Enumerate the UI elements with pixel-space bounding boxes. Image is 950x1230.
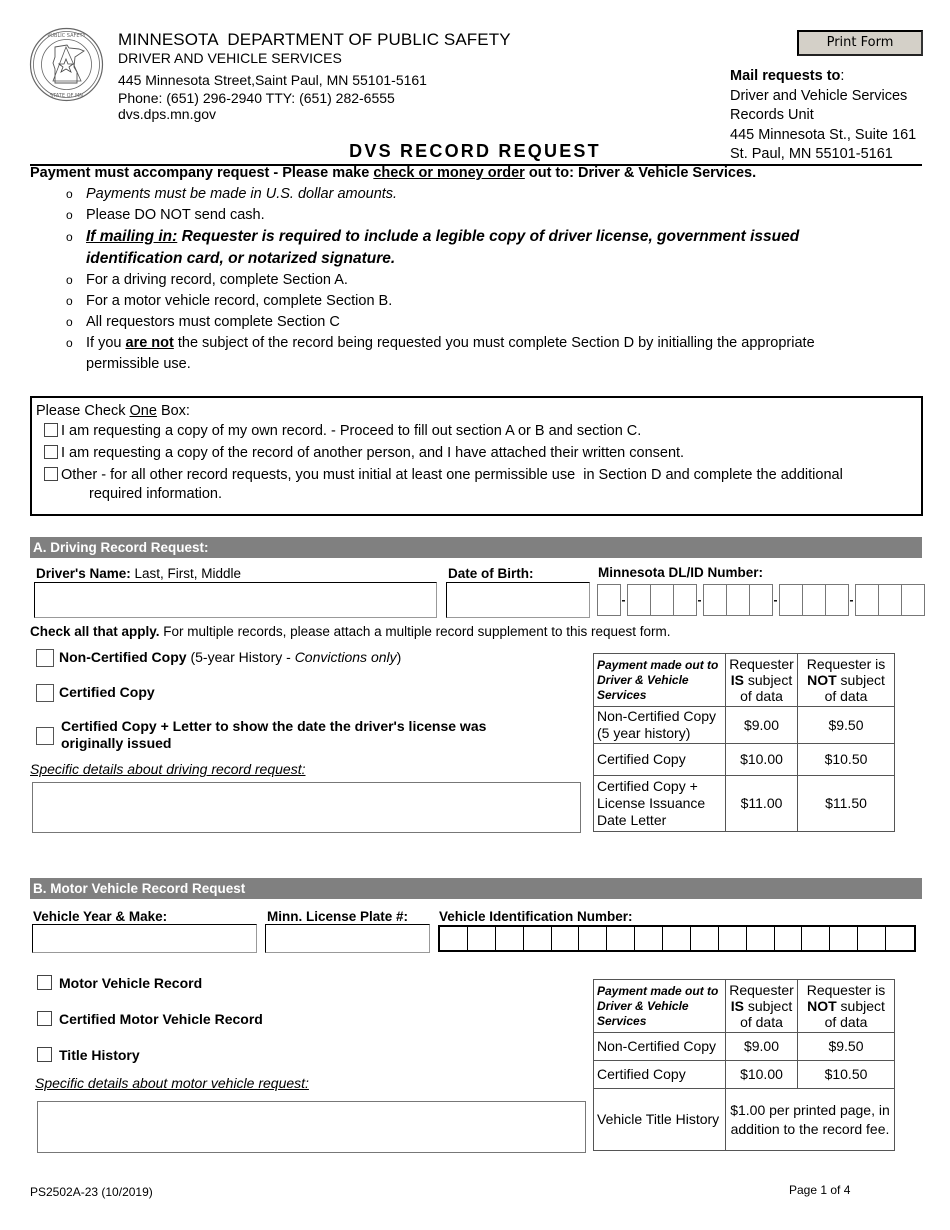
document-title: DVS RECORD REQUEST bbox=[349, 141, 601, 161]
list-item: o For a driving record, complete Section A. bbox=[66, 272, 348, 288]
vin-char-box[interactable] bbox=[719, 927, 747, 951]
other-checkbox[interactable] bbox=[44, 467, 58, 481]
form-id: PS2502A-23 (10/2019) bbox=[30, 1185, 153, 1199]
driver-name-input[interactable] bbox=[34, 582, 437, 618]
mail-line: 445 Minnesota St., Suite 161 bbox=[730, 126, 917, 143]
vin-char-box[interactable] bbox=[886, 927, 914, 951]
own-record-checkbox[interactable] bbox=[44, 423, 58, 437]
vin-char-box[interactable] bbox=[830, 927, 858, 951]
dl-digit-box[interactable] bbox=[878, 584, 902, 616]
org-address: 445 Minnesota Street,Saint Paul, MN 55101-5161 bbox=[118, 72, 427, 88]
certified-motor-vehicle-record-checkbox[interactable] bbox=[37, 1011, 52, 1026]
vin-char-box[interactable] bbox=[607, 927, 635, 951]
table-row: Certified Copy $10.00 $10.50 bbox=[594, 744, 895, 776]
vin-input[interactable] bbox=[438, 925, 916, 952]
dl-digit-box[interactable] bbox=[726, 584, 750, 616]
mail-to-block: Mail requests to: Driver and Vehicle Services Records Unit 445 Minnesota St., Suite 161 St. Paul, MN 55101-5161 bbox=[730, 67, 916, 165]
driving-fee-table bbox=[593, 653, 895, 832]
list-item: o For a motor vehicle record, complete Section B. bbox=[66, 293, 393, 309]
list-item: o If you are not the subject of the record being requested you must complete Section D by initialling the appropriate permissible use. bbox=[66, 335, 815, 372]
non-certified-copy-checkbox[interactable] bbox=[36, 649, 54, 667]
driver-name-label: Driver's Name: Last, First, Middle bbox=[36, 566, 242, 581]
vin-char-box[interactable] bbox=[635, 927, 663, 951]
dl-digit-box[interactable] bbox=[627, 584, 651, 616]
payment-bullet-list bbox=[66, 184, 886, 375]
list-item: o If mailing in: Requester is required to include a legible copy of driver license, government issued identification card, or notarized signature. bbox=[66, 228, 800, 267]
dl-digit-box[interactable] bbox=[855, 584, 879, 616]
dob-label: Date of Birth: bbox=[448, 566, 534, 581]
svg-text:PUBLIC SAFETY: PUBLIC SAFETY bbox=[47, 33, 86, 39]
table-row: Non-Certified Copy (5 year history) $9.00 $9.50 bbox=[594, 707, 895, 744]
another-person-checkbox[interactable] bbox=[44, 445, 58, 459]
option-motor-vehicle-record: Motor Vehicle Record bbox=[37, 975, 202, 991]
check-option-another-person: I am requesting a copy of the record of another person, and I have attached their written consent. bbox=[44, 445, 684, 461]
vin-char-box[interactable] bbox=[440, 927, 468, 951]
org-title: MINNESOTA DEPARTMENT OF PUBLIC SAFETY bbox=[118, 30, 511, 49]
option-non-certified-copy: Non-Certified Copy (5-year History - Convictions only) bbox=[36, 649, 401, 667]
fee-header-is-subject: Requester IS subject of data bbox=[726, 654, 798, 707]
option-certified-copy: Certified Copy bbox=[36, 684, 155, 702]
vin-char-box[interactable] bbox=[691, 927, 719, 951]
org-website: dvs.dps.mn.gov bbox=[118, 106, 217, 122]
section-b-header: B. Motor Vehicle Record Request bbox=[30, 878, 922, 899]
check-option-other-continuation: required information. bbox=[89, 486, 222, 502]
vehicle-fee-table bbox=[593, 979, 895, 1151]
list-item: o Payments must be made in U.S. dollar amounts. bbox=[66, 186, 398, 202]
mail-line: St. Paul, MN 55101-5161 bbox=[730, 146, 893, 162]
fee-header-payment: Payment made out to Driver & Vehicle Services bbox=[594, 654, 726, 707]
payment-instructions: Payment must accompany request - Please make check or money order out to: Driver & Vehicle Services. bbox=[30, 165, 757, 181]
vin-char-box[interactable] bbox=[496, 927, 524, 951]
mail-line: Records Unit bbox=[730, 107, 814, 123]
print-form-button[interactable]: Print Form bbox=[797, 30, 923, 56]
vin-char-box[interactable] bbox=[468, 927, 496, 951]
vin-char-box[interactable] bbox=[579, 927, 607, 951]
check-all-instructions: Check all that apply. For multiple records, please attach a multiple record supplement to this request form. bbox=[30, 624, 671, 639]
option-certified-motor-vehicle-record: Certified Motor Vehicle Record bbox=[37, 1011, 263, 1027]
option-certified-copy-letter: Certified Copy + Letter to show the date the driver's license was originally issued bbox=[61, 718, 487, 751]
dob-input[interactable] bbox=[446, 582, 590, 618]
list-item: o All requestors must complete Section C bbox=[66, 314, 340, 330]
dl-digit-box[interactable] bbox=[749, 584, 773, 616]
check-option-other: Other - for all other record requests, you must initial at least one permissible use in Section D and complete the additional bbox=[44, 467, 914, 483]
vin-char-box[interactable] bbox=[802, 927, 830, 951]
table-row: Payment made out to Driver & Vehicle Services Requester IS subject of data Requester is NOT subject of data bbox=[594, 980, 895, 1033]
vin-char-box[interactable] bbox=[858, 927, 886, 951]
dl-digit-box[interactable] bbox=[703, 584, 727, 616]
certified-copy-letter-checkbox[interactable] bbox=[36, 727, 54, 745]
table-row: Certified Copy + License Issuance Date Letter $11.00 $11.50 bbox=[594, 776, 895, 832]
check-one-heading: Please Check One Box: bbox=[36, 403, 190, 419]
table-row bbox=[594, 654, 895, 707]
motor-vehicle-record-checkbox[interactable] bbox=[37, 975, 52, 990]
table-row: Certified Copy $10.00 $10.50 bbox=[594, 1061, 895, 1089]
dl-digit-box[interactable] bbox=[802, 584, 826, 616]
vehicle-details-label: Specific details about motor vehicle request: bbox=[35, 1075, 309, 1091]
vin-char-box[interactable] bbox=[775, 927, 803, 951]
vehicle-details-textarea[interactable] bbox=[37, 1101, 586, 1153]
org-phone: Phone: (651) 296-2940 TTY: (651) 282-6555 bbox=[118, 90, 395, 106]
dl-digit-box[interactable] bbox=[673, 584, 697, 616]
year-make-label: Vehicle Year & Make: bbox=[33, 909, 168, 924]
dl-digit-box[interactable] bbox=[901, 584, 925, 616]
driving-details-textarea[interactable] bbox=[32, 782, 581, 833]
title-history-checkbox[interactable] bbox=[37, 1047, 52, 1062]
vin-char-box[interactable] bbox=[552, 927, 580, 951]
dl-number-label: Minnesota DL/ID Number: bbox=[598, 565, 764, 580]
org-subtitle: DRIVER AND VEHICLE SERVICES bbox=[118, 50, 342, 66]
svg-text:STATE OF MN: STATE OF MN bbox=[49, 93, 84, 99]
mail-line: Driver and Vehicle Services bbox=[730, 87, 908, 104]
page-number: Page 1 of 4 bbox=[789, 1183, 851, 1197]
mail-to-label: Mail requests to bbox=[730, 68, 841, 84]
option-title-history: Title History bbox=[37, 1047, 140, 1063]
vin-char-box[interactable] bbox=[524, 927, 552, 951]
fee-header-not-subject: Requester is NOT subject of data bbox=[798, 654, 895, 707]
vin-label: Vehicle Identification Number: bbox=[439, 909, 633, 924]
driving-details-label: Specific details about driving record request: bbox=[30, 761, 306, 777]
plate-input[interactable] bbox=[265, 924, 430, 953]
dl-digit-box[interactable] bbox=[650, 584, 674, 616]
dl-digit-box[interactable] bbox=[597, 584, 621, 616]
section-a-header: A. Driving Record Request: bbox=[30, 537, 922, 558]
vin-char-box[interactable] bbox=[747, 927, 775, 951]
year-make-input[interactable] bbox=[32, 924, 257, 953]
plate-label: Minn. License Plate #: bbox=[267, 909, 409, 924]
dl-digit-box[interactable] bbox=[825, 584, 849, 616]
table-row: Non-Certified Copy $9.00 $9.50 bbox=[594, 1033, 895, 1061]
dl-number-input[interactable]: - - - - bbox=[597, 584, 924, 616]
state-seal-icon bbox=[29, 27, 104, 102]
dl-digit-box[interactable] bbox=[779, 584, 803, 616]
list-item: o Please DO NOT send cash. bbox=[66, 207, 265, 223]
check-option-own-record: I am requesting a copy of my own record. - Proceed to fill out section A or B and section C. bbox=[44, 423, 641, 439]
vin-char-box[interactable] bbox=[663, 927, 691, 951]
table-row: Vehicle Title History $1.00 per printed page, in addition to the record fee. bbox=[594, 1089, 895, 1151]
certified-copy-checkbox[interactable] bbox=[36, 684, 54, 702]
